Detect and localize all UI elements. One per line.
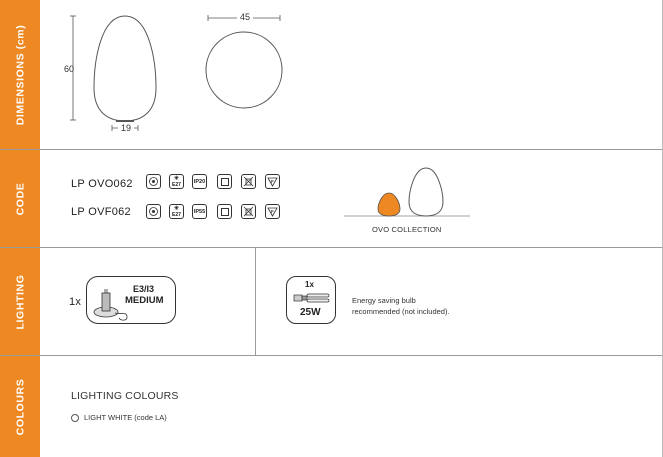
height-dimension: 60: [64, 64, 75, 74]
class-ii-icon: [146, 174, 161, 189]
section-label-lighting: LIGHTING: [14, 274, 26, 330]
section-label-dimensions: DIMENSIONS (cm): [14, 24, 26, 126]
f-mark-icon: [265, 174, 280, 189]
fitting-line2: MEDIUM: [125, 295, 164, 306]
section-label-code: CODE: [14, 182, 26, 216]
weee-bin-icon: [241, 204, 256, 219]
collection-label: OVO COLLECTION: [372, 225, 442, 234]
fitting-quantity: 1x: [69, 296, 82, 308]
svg-text:F: F: [271, 209, 274, 214]
product-code-ovo: LP OVO062: [71, 178, 133, 190]
divider: [0, 355, 663, 356]
ovo-collection-graphic: [340, 160, 470, 224]
fitting-badge: [86, 276, 176, 324]
energy-saving-bulb-icon: [293, 292, 331, 304]
bulb-note: [352, 295, 450, 317]
double-insulation-icon: [217, 204, 232, 219]
class-ii-icon: [146, 204, 161, 219]
colours-title: LIGHTING COLOURS: [71, 390, 179, 402]
colour-swatch: [71, 414, 79, 422]
f-mark-icon: [265, 204, 280, 219]
bulb-quantity: 1x: [305, 280, 314, 289]
colour-option-light-white: LIGHT WHITE (code LA): [84, 413, 167, 422]
width-dimension: 45: [237, 12, 253, 22]
product-code-ovf: LP OVF062: [71, 206, 131, 218]
ip-rating-icon: IP55: [192, 204, 207, 219]
dimension-drawing: [60, 8, 300, 138]
ip-rating-icon: IP20: [192, 174, 207, 189]
fitting-line1: E3/I3: [133, 284, 155, 294]
bulb-badge: [286, 276, 336, 324]
section-label-colours: COLOURS: [14, 378, 27, 435]
double-insulation-icon: [217, 174, 232, 189]
bulb-note-line1: Energy saving bulb: [352, 296, 416, 305]
e27-bulb-icon: ☀ E27: [169, 174, 184, 189]
svg-text:F: F: [271, 179, 274, 184]
divider: [255, 248, 256, 355]
divider: [0, 247, 663, 248]
e27-bulb-icon: ☀ E27: [169, 204, 184, 219]
divider: [0, 149, 663, 150]
bulb-note-line2: recommended (not included).: [352, 307, 450, 316]
base-width-dimension: 19: [118, 123, 134, 133]
bulb-power: 25W: [300, 307, 321, 318]
weee-bin-icon: [241, 174, 256, 189]
